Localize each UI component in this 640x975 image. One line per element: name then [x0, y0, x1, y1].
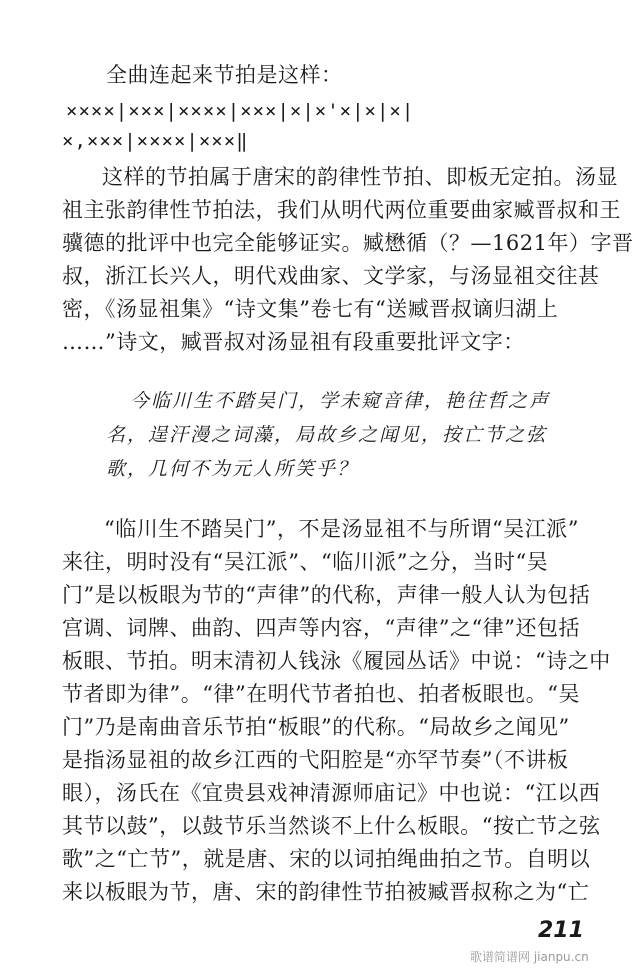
quote-line-3: 歌，几何不为元人所笑乎？ — [106, 458, 359, 480]
para2-line-5: 板眼、节拍。明末清初人钱泳《履园丛话》中说：“诗之中 — [62, 649, 611, 673]
para1-line-1: 这样的节拍属于唐宋的韵律性节拍、即板无定拍。汤显 — [102, 165, 618, 189]
para2-line-9: 眼），汤氏在《宜贵县戏神清源师庙记》中也说：“江以西 — [62, 781, 601, 805]
quote-line-2: 名，逞汗漫之词藻，局故乡之闻见，按亡节之弦 — [106, 424, 548, 446]
para2-line-4: 宫调、词牌、曲韵、四声等内容，“声律”之“律”还包括 — [62, 616, 580, 640]
para1-line-5: 密，《汤显祖集》“诗文集”卷七有“送臧晋叔谪归湖上 — [62, 297, 559, 321]
para1-line-3: 骥德的批评中也完全能够证实。臧懋循（？—1621年）字晋 — [62, 231, 634, 255]
para1-line-4: 叔，浙江长兴人，明代戏曲家、文学家，与汤显祖交往甚 — [62, 264, 600, 288]
para2-line-10: 其节以鼓”，以鼓节乐当然谈不上什么板眼。“按亡节之弦 — [62, 814, 601, 838]
page-number: 211 — [538, 918, 584, 943]
rhythm-line-2: ×,×××|××××|×××‖ — [62, 130, 249, 152]
para2-line-2: 来往，明时没有“吴江派”、“临川派”之分，当时“吴 — [62, 550, 549, 574]
rhythm-line-1: ××××|×××|××××|×××|×|×'×|×|×| — [66, 100, 415, 122]
para2-line-8: 是指汤显祖的故乡江西的弋阳腔是“亦罕节奏”（不讲板 — [62, 748, 569, 772]
quote-line-1: 今临川生不踏吴门，学未窥音律，艳往哲之声 — [130, 390, 551, 412]
intro-line: 全曲连起来节拍是这样： — [106, 63, 343, 87]
para2-line-1: “临川生不踏吴门”，不是汤显祖不与所谓“吴江派” — [104, 517, 579, 541]
para1-line-6: ……”诗文，臧晋叔对汤显祖有段重要批评文字： — [62, 330, 525, 354]
para2-line-12: 来以板眼为节，唐、宋的韵律性节拍被臧晋叔称之为“亡 — [62, 880, 590, 904]
para2-line-11: 歌”之“亡节”，就是唐、宋的以词拍绳曲拍之节。自明以 — [62, 847, 591, 871]
para2-line-7: 门”乃是南曲音乐节拍“板眼”的代称。“局故乡之闻见” — [62, 715, 570, 739]
para1-line-2: 祖主张韵律性节拍法，我们从明代两位重要曲家臧晋叔和王 — [62, 198, 621, 222]
para2-line-6: 节者即为律”。“律”在明代节者拍也、拍者板眼也。“吴 — [62, 682, 580, 706]
watermark-text: 歌谱简谱网 jianpu.cn — [470, 950, 589, 964]
para2-line-3: 门”是以板眼为节的“声律”的代称，声律一般人认为包括 — [62, 583, 591, 607]
